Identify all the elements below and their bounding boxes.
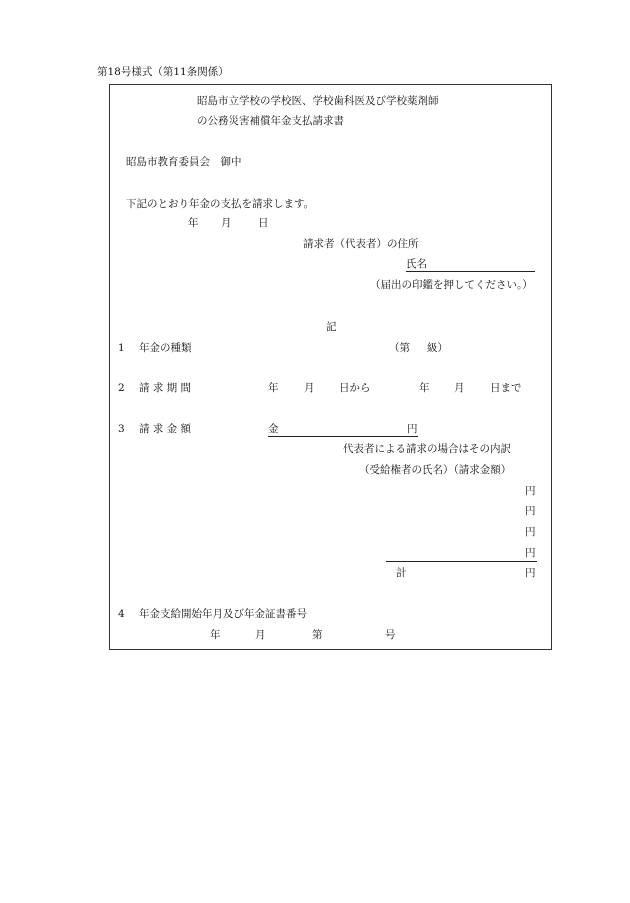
breakdown-row-yen: 円 [525,526,536,538]
item2-to-day: 日まで [490,382,522,394]
date-day-label: 日 [258,217,269,229]
total-divider [386,561,537,562]
claimant-address-label: 請求者（代表者）の住所 [303,238,419,250]
item4-month: 月 [255,629,266,641]
claimant-name-field [406,259,535,272]
item2-from-month: 月 [304,382,315,394]
item2-label: 請 求 期 間 [139,382,192,394]
item4-dai: 第 [312,629,323,641]
item4-number: 4 [118,608,125,620]
ki-heading: 記 [326,321,337,333]
item2-from-year: 年 [268,382,279,394]
amount-field [268,424,418,437]
item3-number: 3 [118,423,125,435]
item4-go: 号 [385,629,396,641]
breakdown-row-yen: 円 [525,547,536,559]
item2-number: 2 [118,382,125,394]
form-title-line2: の公務災害補償年金支払請求書 [197,115,344,127]
breakdown-row-yen: 円 [525,485,536,497]
breakdown-title: 代表者による請求の場合はその内訳 [343,443,511,455]
item2-to-year: 年 [419,382,430,394]
form-title-line1: 昭島市立学校の学校医、学校歯科医及び学校薬剤師 [197,95,439,107]
item1-number: 1 [118,342,125,354]
claimant-name-label: 氏名 [406,258,427,270]
total-yen-label: 円 [525,567,536,579]
breakdown-row-yen: 円 [525,505,536,517]
form-number: 第18号様式（第11条関係） [97,66,229,78]
item2-from-day: 日から [339,382,371,394]
breakdown-header: （受給権者の氏名）（請求金額） [359,464,512,476]
item2-to-month: 月 [454,382,465,394]
total-label: 計 [396,567,407,579]
date-month-label: 月 [221,217,232,229]
item4-year: 年 [210,629,221,641]
item1-grade-open: （第 [389,342,410,354]
request-statement: 下記のとおり年金の支払を請求します。 [126,198,315,210]
form-frame [109,84,552,650]
item4-label: 年金支給開始年月及び年金証書番号 [139,608,307,620]
date-year-label: 年 [188,217,199,229]
amount-kin-label: 金 [268,423,279,435]
amount-yen-label: 円 [407,423,418,435]
item1-grade-close: 級） [427,342,448,354]
addressee: 昭島市教育委員会 御中 [126,156,242,168]
seal-note: （届出の印鑑を押してください。） [370,279,533,291]
item3-label: 請 求 金 額 [139,423,192,435]
item1-label: 年金の種類 [139,342,192,354]
